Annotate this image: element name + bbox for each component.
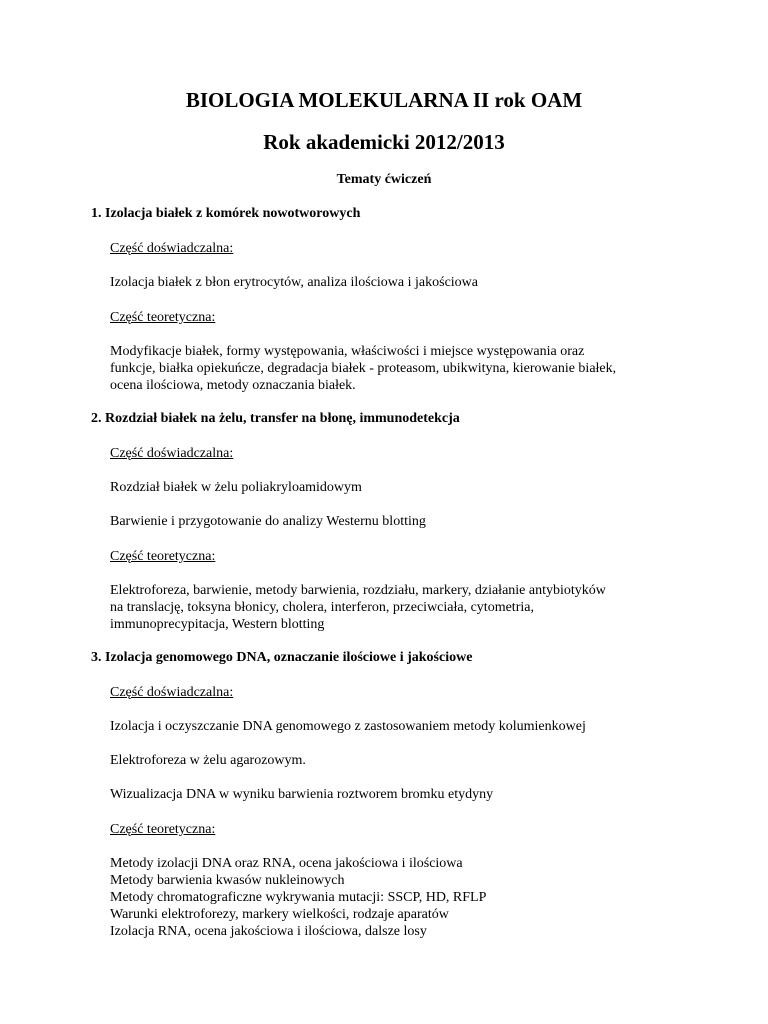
theory-line: immunoprecypitacja, Western blotting: [110, 617, 325, 632]
section-body: [91, 684, 691, 940]
theory-line: Elektroforeza, barwienie, metody barwienia, rozdziału, markery, działanie antybiotyków: [110, 583, 606, 598]
theory-line: ocena ilościowa, metody oznaczania białek.: [110, 378, 356, 393]
document-title: BIOLOGIA MOLEKULARNA II rok OAM: [185, 88, 583, 112]
section-body: [91, 240, 691, 394]
section-2: [91, 410, 691, 633]
section-1: [91, 205, 691, 394]
practical-label: Część doświadczalna:: [110, 685, 234, 700]
section-3: [91, 649, 691, 940]
theory-paragraph: [110, 343, 691, 394]
theory-list: [110, 855, 691, 940]
practical-item: Barwienie i przygotowanie do analizy Westernu blotting: [110, 514, 426, 529]
practical-label: Część doświadczalna:: [110, 241, 234, 256]
theory-line: Metody chromatograficzne wykrywania mutacji: SSCP, HD, RFLP: [110, 890, 487, 905]
practical-item: Elektroforeza w żelu agarozowym.: [110, 753, 306, 768]
theory-line: na translację, toksyna błonicy, cholera, interferon, przeciwciała, cytometria,: [110, 600, 534, 615]
theory-label: Część teoretyczna:: [110, 822, 216, 837]
theory-paragraph: [110, 582, 691, 633]
theory-line: funkcje, białka opiekuńcze, degradacja białek - proteasom, ubikwityna, kierowanie białek,: [110, 361, 617, 376]
theory-line: Warunki elektroforezy, markery wielkości, rodzaje aparatów: [110, 907, 449, 922]
theory-line: Metody izolacji DNA oraz RNA, ocena jakościowa i ilościowa: [110, 856, 463, 871]
practical-item: Izolacja białek z błon erytrocytów, analiza ilościowa i jakościowa: [110, 275, 478, 290]
topics-subtitle: Tematy ćwiczeń: [336, 172, 432, 187]
document-content: [91, 205, 691, 956]
section-heading: 1. Izolacja białek z komórek nowotworowych: [91, 206, 361, 221]
section-body: [91, 445, 691, 633]
section-heading: 3. Izolacja genomowego DNA, oznaczanie ilościowe i jakościowe: [91, 650, 473, 665]
practical-item: Wizualizacja DNA w wyniku barwienia roztworem bromku etydyny: [110, 787, 494, 802]
academic-year-title: Rok akademicki 2012/2013: [263, 130, 505, 154]
theory-label: Część teoretyczna:: [110, 549, 216, 564]
section-heading: 2. Rozdział białek na żelu, transfer na błonę, immunodetekcja: [91, 411, 460, 426]
practical-item: Rozdział białek w żelu poliakryloamidowym: [110, 480, 362, 495]
theory-label: Część teoretyczna:: [110, 310, 216, 325]
practical-label: Część doświadczalna:: [110, 446, 234, 461]
theory-line: Metody barwienia kwasów nukleinowych: [110, 873, 345, 888]
practical-item: Izolacja i oczyszczanie DNA genomowego z zastosowaniem metody kolumienkowej: [110, 719, 586, 734]
theory-line: Izolacja RNA, ocena jakościowa i ilościowa, dalsze losy: [110, 924, 427, 939]
theory-line: Modyfikacje białek, formy występowania, właściwości i miejsce występowania oraz: [110, 344, 585, 359]
